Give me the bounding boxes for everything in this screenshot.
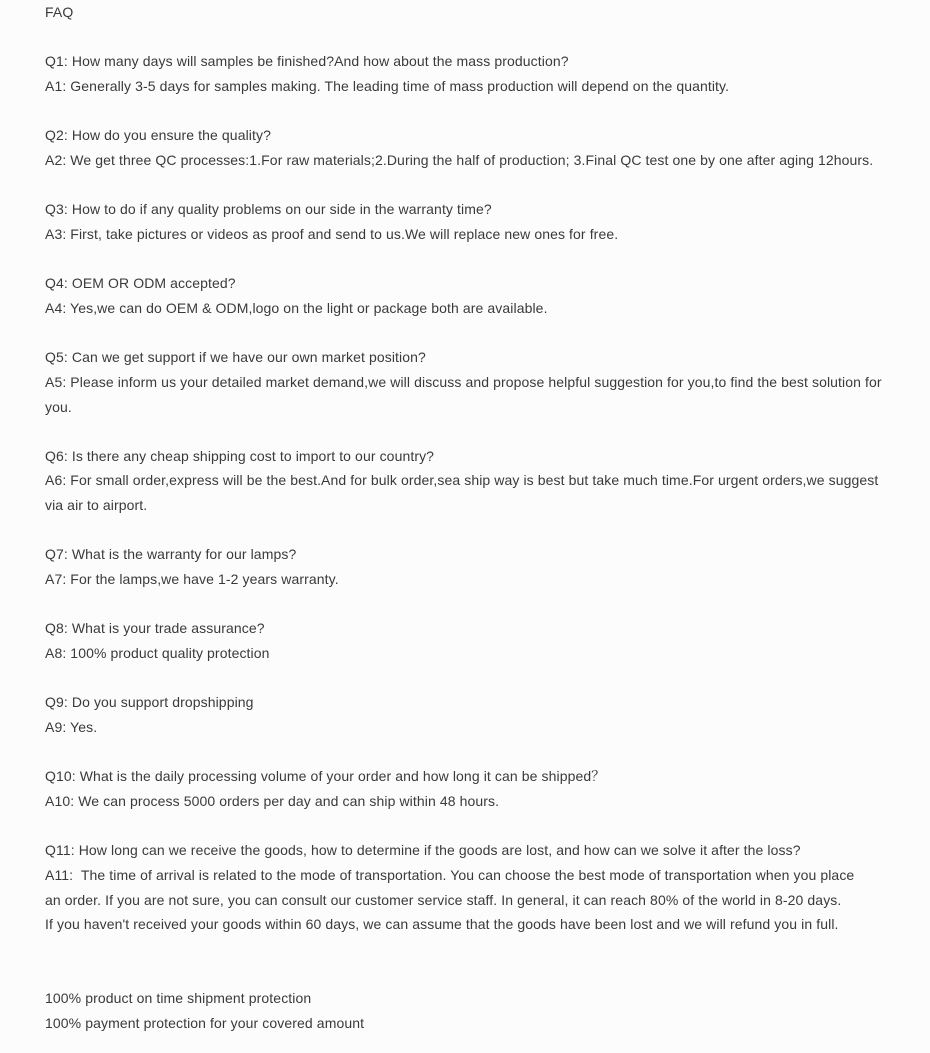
faq-question: Q4: OEM OR ODM accepted? xyxy=(45,275,236,292)
faq-question: Q9: Do you support dropshipping xyxy=(45,694,254,711)
faq-question: Q1: How many days will samples be finished?And how about the mass production? xyxy=(45,53,569,70)
faq-answer-line: A9: Yes. xyxy=(45,719,98,736)
faq-question: Q3: How to do if any quality problems on our side in the warranty time? xyxy=(45,201,492,218)
shipment-protection-note: 100% product on time shipment protection xyxy=(45,990,312,1007)
faq-question: Q5: Can we get support if we have our own market position? xyxy=(45,349,426,366)
faq-answer-line: A10: We can process 5000 orders per day and can ship within 48 hours. xyxy=(45,793,500,809)
faq-item-8 xyxy=(45,616,912,665)
faq-answer-line: A7: For the lamps,we have 1-2 years warranty. xyxy=(45,571,339,588)
faq-item-4 xyxy=(45,271,912,320)
faq-item-1 xyxy=(45,49,912,98)
faq-item-7 xyxy=(45,542,912,591)
faq-item-10 xyxy=(45,764,912,813)
faq-item-11 xyxy=(45,838,912,937)
faq-answer-line: A8: 100% product quality protection xyxy=(45,645,270,662)
faq-item-3 xyxy=(45,197,912,246)
faq-answer-line: If you haven't received your goods within 60 days, we can assume that the goods have been lost and we will refund you in full. xyxy=(45,916,839,933)
faq-answer-line: A4: Yes,we can do OEM & ODM,logo on the light or package both are available. xyxy=(45,299,548,316)
faq-item-5 xyxy=(45,345,912,419)
page-title: FAQ xyxy=(45,4,74,20)
faq-answer-line: A6: For small order,express will be the best.And for bulk order,sea ship way is best but take much time.For urgent orders,we suggest xyxy=(45,472,879,489)
faq-answer-line: A2: We get three QC processes:1.For raw materials;2.During the half of production; 3.Final QC test one by one after aging 12hours. xyxy=(45,151,874,168)
faq-question: Q11: How long can we receive the goods, how to determine if the goods are lost, and how can we solve it after the loss? xyxy=(45,842,801,859)
faq-answer-line: A11: The time of arrival is related to the mode of transportation. You can choose the best mode of transportation when you place xyxy=(45,866,855,883)
faq-answer-line: you. xyxy=(45,398,72,415)
faq-answer-line: A5: Please inform us your detailed market demand,we will discuss and propose helpful suggestion for you,to find the best solution for xyxy=(45,373,882,390)
faq-question: Q10: What is the daily processing volume of your order and how long it can be shipped？ xyxy=(45,768,606,785)
faq-question: Q8: What is your trade assurance? xyxy=(45,620,265,637)
faq-answer-line: via air to airport. xyxy=(45,497,148,514)
faq-answer-line: A3: First, take pictures or videos as proof and send to us.We will replace new ones for free. xyxy=(45,225,619,242)
protection-notes xyxy=(45,986,912,1035)
payment-protection-note: 100% payment protection for your covered amount xyxy=(45,1014,365,1031)
faq-item-2 xyxy=(45,123,912,172)
faq-question: Q7: What is the warranty for our lamps? xyxy=(45,546,297,563)
faq-question: Q2: How do you ensure the quality? xyxy=(45,127,271,144)
faq-answer-line: an order. If you are not sure, you can consult our customer service staff. In general, it can reach 80% of the world in 8-20 days. xyxy=(45,891,842,908)
faq-question: Q6: Is there any cheap shipping cost to import to our country? xyxy=(45,447,435,464)
faq-item-6 xyxy=(45,444,912,518)
faq-answer-line: A1: Generally 3-5 days for samples making. The leading time of mass production will depend on the quantity. xyxy=(45,77,730,94)
faq-item-9 xyxy=(45,690,912,739)
